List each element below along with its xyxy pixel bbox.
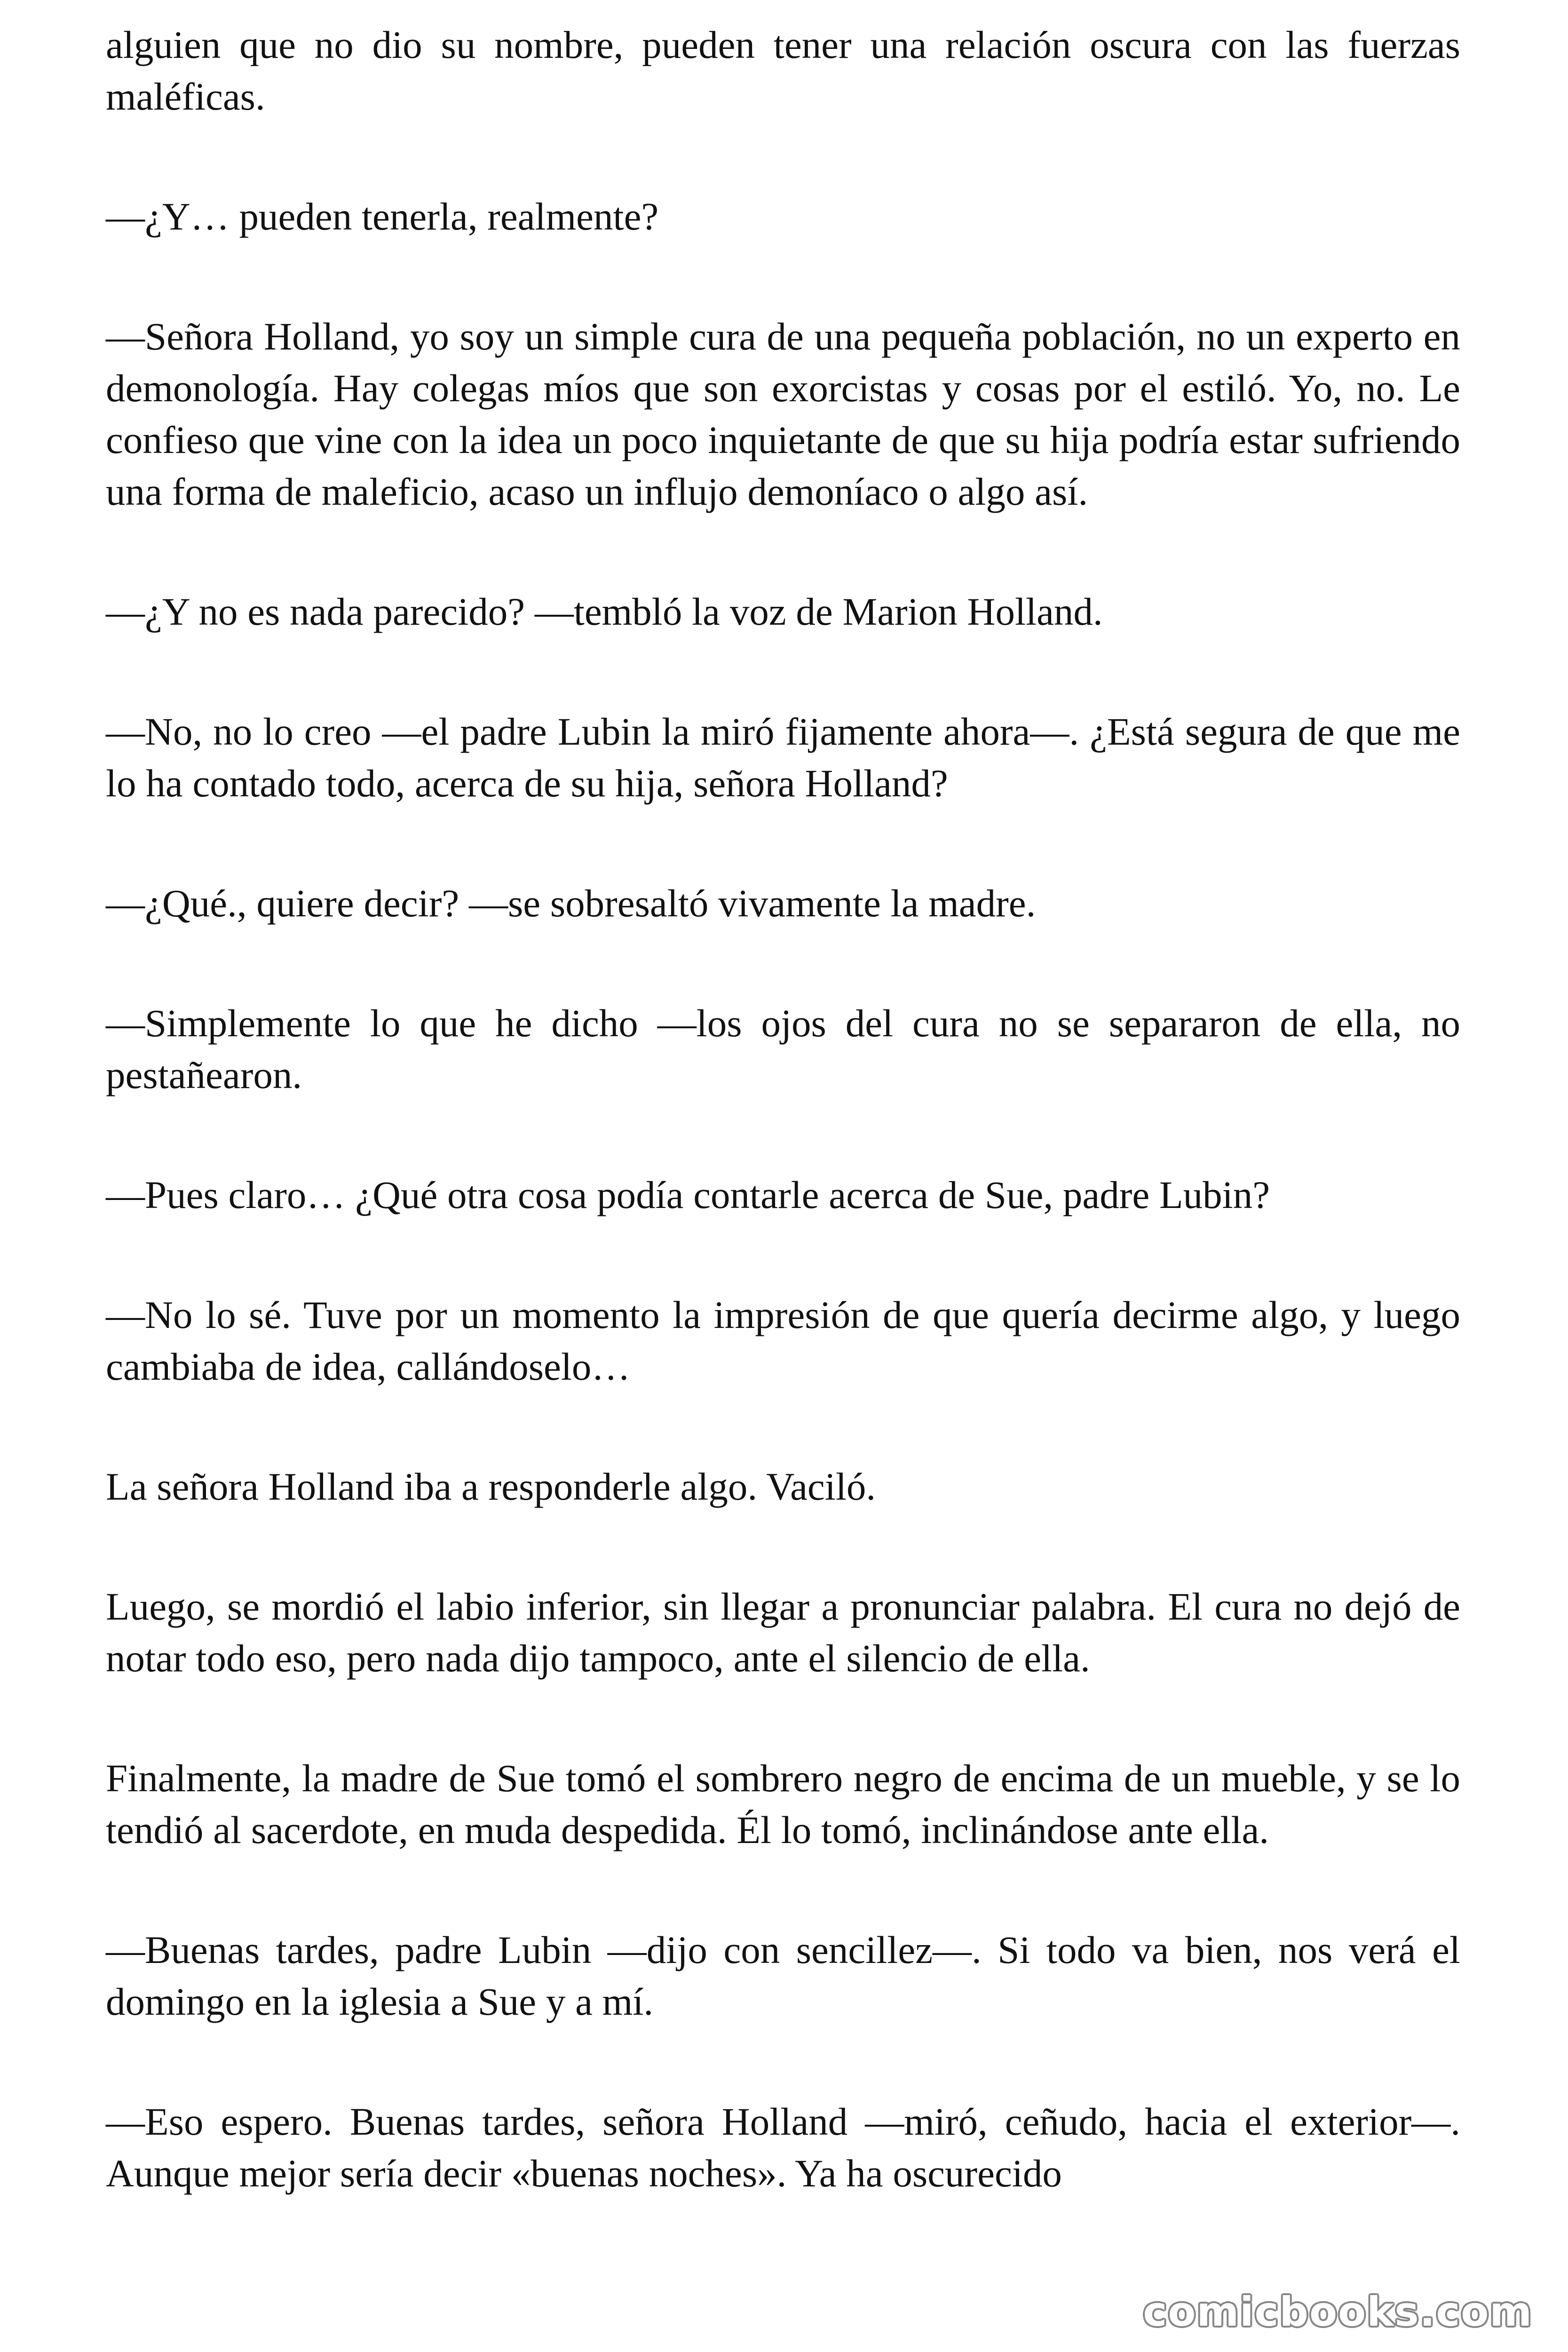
paragraph: —Eso espero. Buenas tardes, señora Holland —miró, ceñudo, hacia el exterior—. Aunque mejor sería decir «buenas noches». Ya ha oscurecido <box>106 2100 1460 2195</box>
paragraph: —Buenas tardes, padre Lubin —dijo con sencillez—. Si todo va bien, nos verá el domingo en la iglesia a Sue y a mí. <box>106 1928 1460 2023</box>
paragraph: —Pues claro… ¿Qué otra cosa podía contarle acerca de Sue, padre Lubin? <box>106 1173 1270 1216</box>
paragraph: —¿Y… pueden tenerla, realmente? <box>106 195 659 238</box>
watermark-text: comicbooks.com <box>1143 2288 1533 2336</box>
paragraph: Finalmente, la madre de Sue tomó el sombrero negro de encima de un mueble, y se lo tendió al sacerdote, en muda despedida. Él lo tomó, inclinándose ante ella. <box>106 1756 1460 1851</box>
paragraph: Luego, se mordió el labio inferior, sin llegar a pronunciar palabra. El cura no dejó de notar todo eso, pero nada dijo tampoco, ante el silencio de ella. <box>106 1585 1460 1680</box>
document-page <box>106 19 1460 2267</box>
paragraph: La señora Holland iba a responderle algo. Vaciló. <box>106 1465 876 1508</box>
paragraph: —¿Qué., quiere decir? —se sobresaltó vivamente la madre. <box>106 882 1036 925</box>
paragraph: alguien que no dio su nombre, pueden tener una relación oscura con las fuerzas maléficas. <box>106 23 1460 118</box>
paragraph: —No, no lo creo —el padre Lubin la miró fijamente ahora—. ¿Está segura de que me lo ha contado todo, acerca de su hija, señora Holland? <box>106 710 1460 805</box>
paragraph: —Señora Holland, yo soy un simple cura de una pequeña población, no un experto en demonología. Hay colegas míos que son exorcistas y cosas por el estiló. Yo, no. Le confieso que vine con la idea un poco inquietante de que su hija podría estar sufriendo una forma de maleficio, acaso un influjo demoníaco o algo así. <box>106 315 1460 513</box>
paragraph: —¿Y no es nada parecido? —tembló la voz de Marion Holland. <box>106 590 1103 633</box>
paragraph: —No lo sé. Tuve por un momento la impresión de que quería decirme algo, y luego cambiaba de idea, callándoselo… <box>106 1293 1460 1388</box>
paragraph: —Simplemente lo que he dicho —los ojos del cura no se separaron de ella, no pestañearon. <box>106 1001 1460 1097</box>
